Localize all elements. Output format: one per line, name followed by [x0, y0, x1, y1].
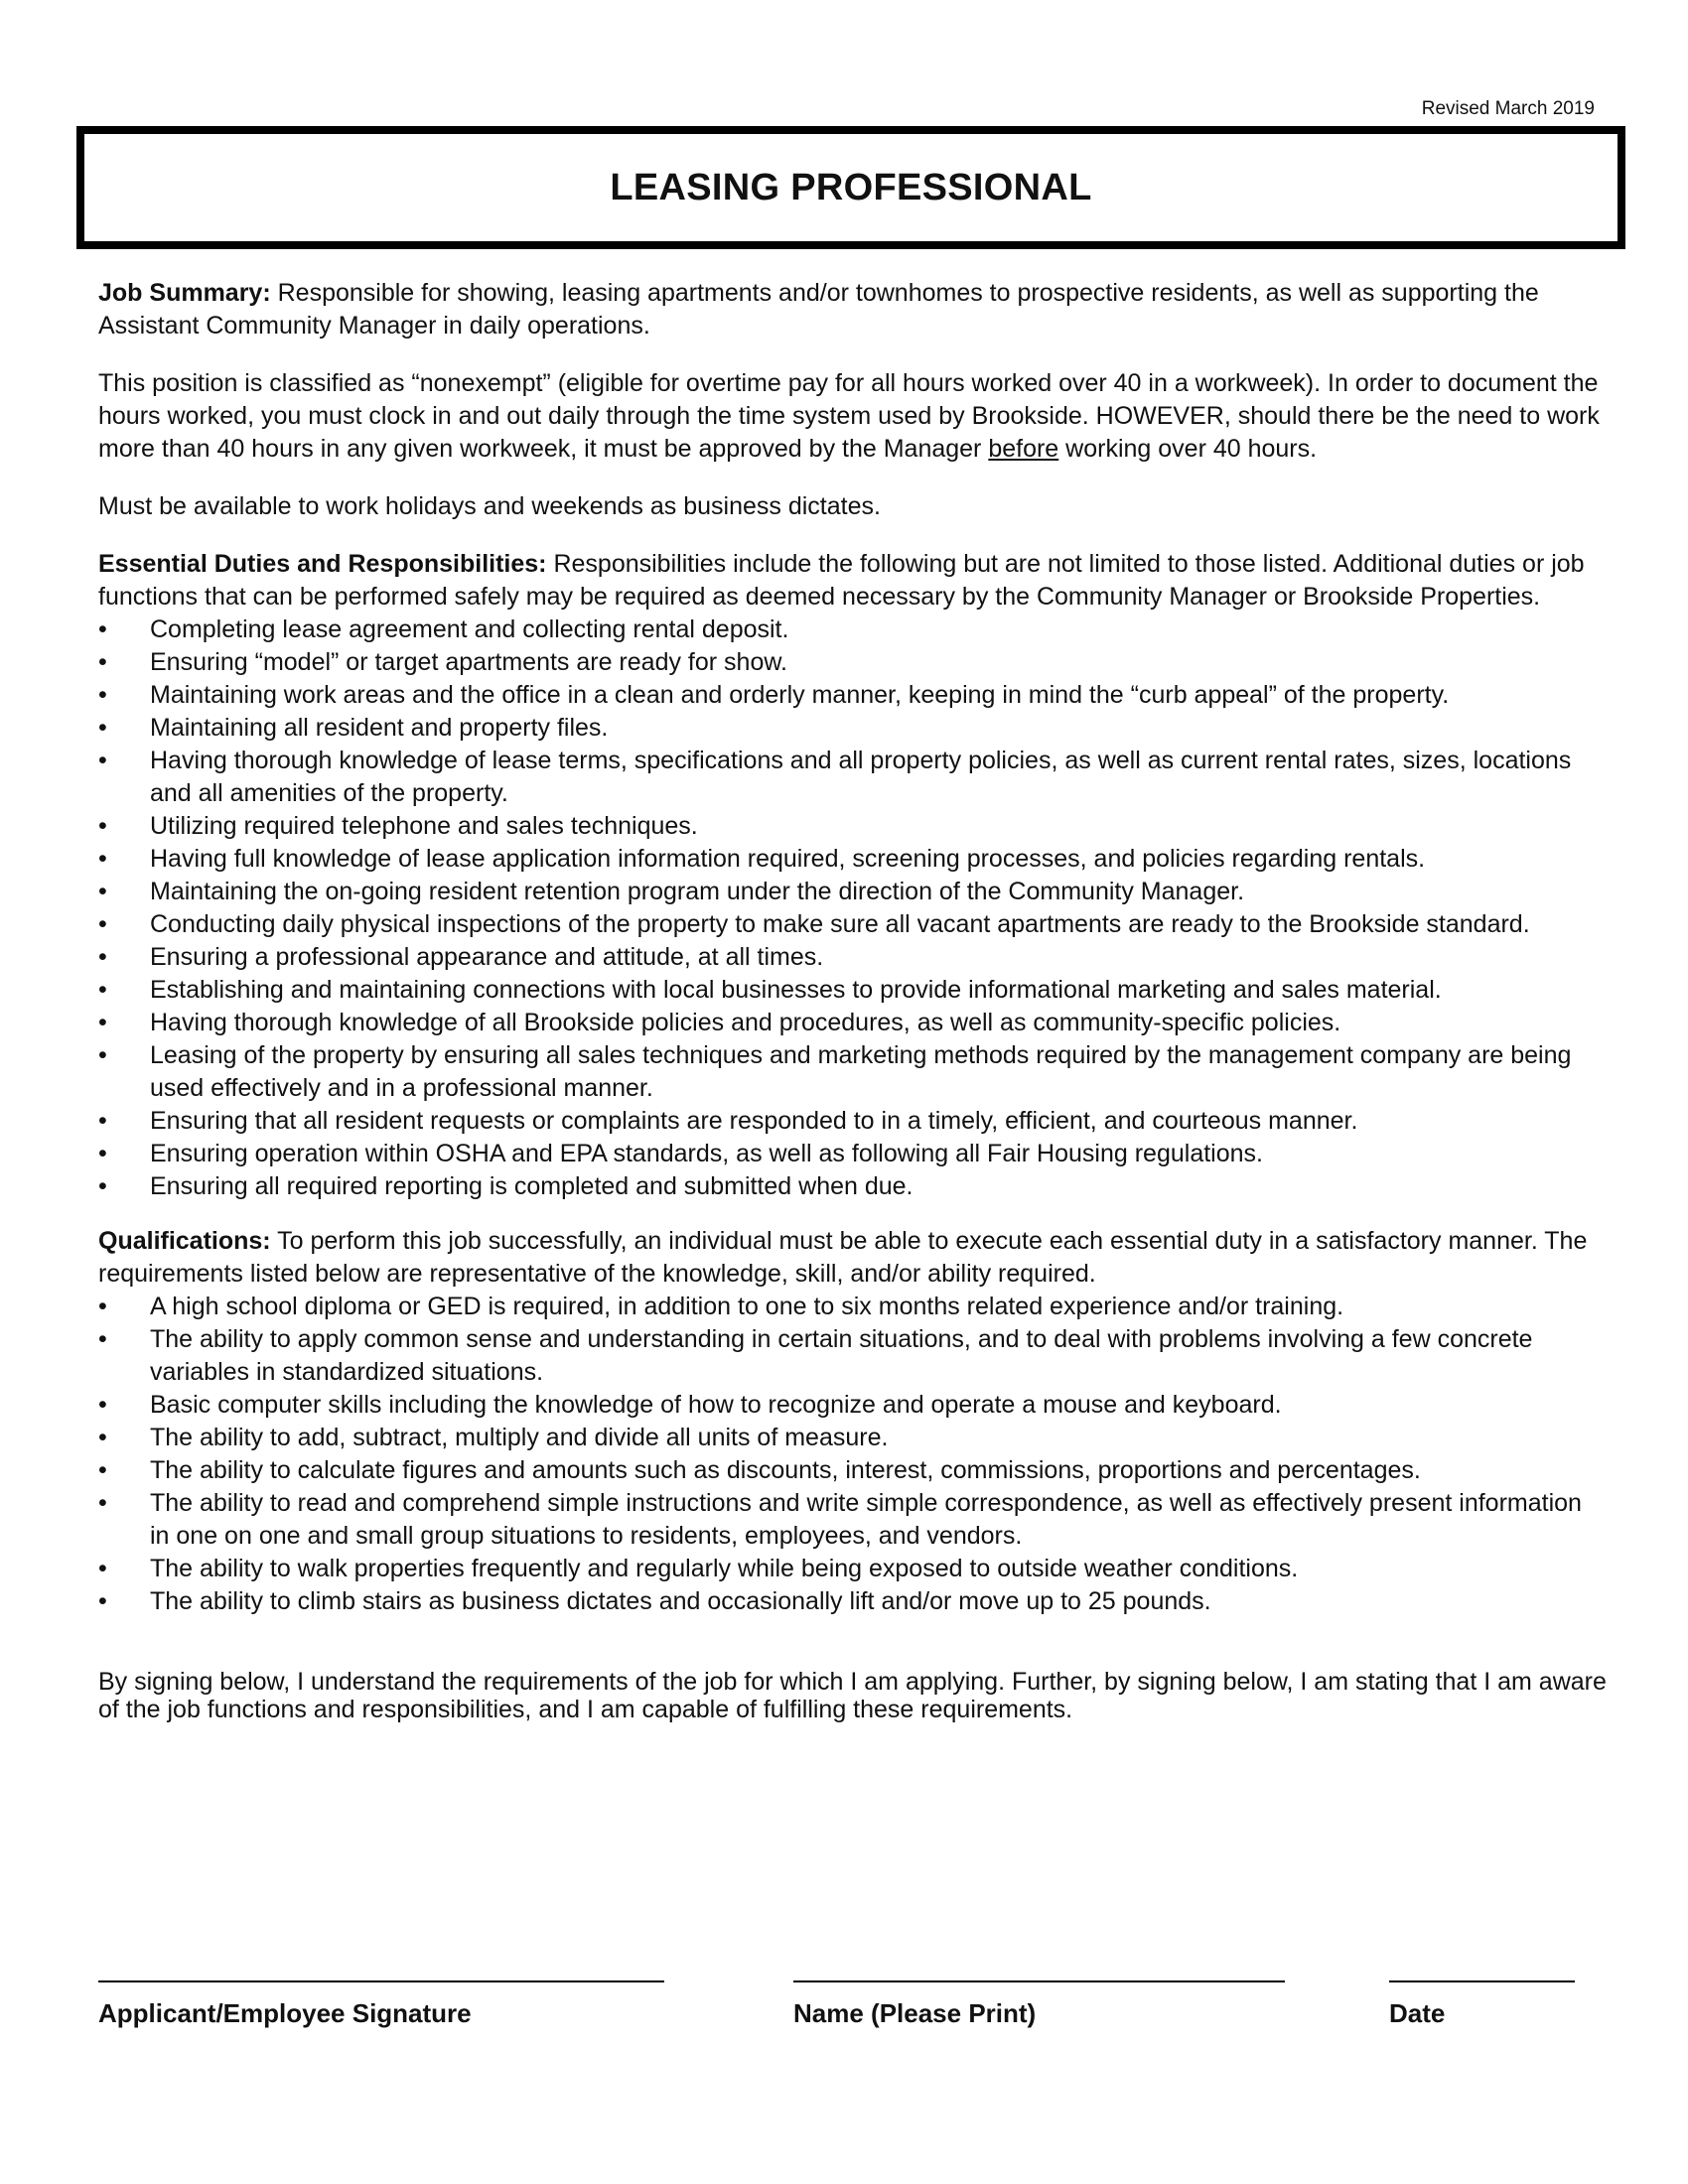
- qualifications-list: [98, 1291, 1608, 1618]
- job-summary-text: Responsible for showing, leasing apartments and/or townhomes to prospective residents, as well as supporting the Assistant Community Manager in daily operations.: [98, 279, 1539, 340]
- date-label: Date: [1389, 1998, 1446, 2028]
- list-item: • The ability to climb stairs as business dictates and occasionally lift and/or move up to 25 pounds.: [98, 1585, 1608, 1618]
- revised-date: Revised March 2019: [1421, 98, 1595, 119]
- duties-list: [98, 614, 1608, 1203]
- classification-text: This position is classified as “nonexempt” (eligible for overtime pay for all hours worked over 40 in a workweek). In order to document the hours worked, you must clock in and out daily through the time system used by Brookside. HOWEVER, should there be the need to work more than 40 hours in any given workweek, it must be approved by the Manager: [98, 369, 1600, 463]
- date-field[interactable]: [1389, 1980, 1575, 2028]
- title-box: [76, 126, 1625, 249]
- list-item: • Ensuring “model” or target apartments are ready for show.: [98, 646, 1608, 679]
- job-summary: [98, 277, 1608, 342]
- list-item: • Maintaining the on-going resident retention program under the direction of the Community Manager.: [98, 876, 1608, 908]
- list-item: • Ensuring a professional appearance and attitude, at all times.: [98, 941, 1608, 974]
- list-item: • Maintaining all resident and property files.: [98, 712, 1608, 745]
- list-item: • Completing lease agreement and collecting rental deposit.: [98, 614, 1608, 646]
- list-item: • The ability to read and comprehend simple instructions and write simple correspondence, as well as effectively present information in one on one and small group situations to residents, employees, and vendors.: [98, 1487, 1608, 1553]
- list-item: • Having thorough knowledge of all Brookside policies and procedures, as well as community-specific policies.: [98, 1007, 1608, 1039]
- name-label: Name (Please Print): [793, 1998, 1037, 2028]
- list-item: • The ability to walk properties frequently and regularly while being exposed to outside weather conditions.: [98, 1553, 1608, 1585]
- qualifications-intro: [98, 1225, 1608, 1291]
- qualifications-text: To perform this job successfully, an individual must be able to execute each essential duty in a satisfactory manner. The requirements listed below are representative of the knowledge, skill, and/or ability required.: [98, 1227, 1588, 1288]
- list-item: • Establishing and maintaining connections with local businesses to provide informational marketing and sales material.: [98, 974, 1608, 1007]
- list-item: • A high school diploma or GED is required, in addition to one to six months related experience and/or training.: [98, 1291, 1608, 1323]
- list-item: • Ensuring operation within OSHA and EPA standards, as well as following all Fair Housing regulations.: [98, 1138, 1608, 1170]
- list-item: • Leasing of the property by ensuring all sales techniques and marketing methods required by the management company are being used effectively and in a professional manner.: [98, 1039, 1608, 1105]
- name-field[interactable]: [793, 1980, 1285, 2028]
- date-line: [1389, 1980, 1575, 1982]
- list-item: • Having thorough knowledge of lease terms, specifications and all property policies, as well as current rental rates, sizes, locations and all amenities of the property.: [98, 745, 1608, 810]
- document-body: [98, 277, 1608, 1723]
- list-item: • Utilizing required telephone and sales techniques.: [98, 810, 1608, 843]
- list-item: • The ability to apply common sense and understanding in certain situations, and to deal with problems involving a few concrete variables in standardized situations.: [98, 1323, 1608, 1389]
- availability-paragraph: Must be available to work holidays and weekends as business dictates.: [98, 492, 881, 520]
- list-item: • Ensuring that all resident requests or complaints are responded to in a timely, efficient, and courteous manner.: [98, 1105, 1608, 1138]
- classification-text-end: working over 40 hours.: [1058, 435, 1318, 463]
- duties-text: Responsibilities include the following but are not limited to those listed. Additional duties or job functions that can be performed safely may be required as deemed necessary by the Community Manager or Brookside Properties.: [98, 550, 1585, 611]
- duties-label: Essential Duties and Responsibilities:: [98, 550, 547, 578]
- list-item: • Ensuring all required reporting is completed and submitted when due.: [98, 1170, 1608, 1203]
- list-item: • The ability to add, subtract, multiply and divide all units of measure.: [98, 1422, 1608, 1454]
- list-item: • Basic computer skills including the knowledge of how to recognize and operate a mouse and keyboard.: [98, 1389, 1608, 1422]
- signature-label: Applicant/Employee Signature: [98, 1998, 472, 2028]
- duties-intro: [98, 548, 1608, 614]
- signature-field[interactable]: [98, 1980, 664, 2028]
- job-summary-label: Job Summary:: [98, 279, 271, 307]
- list-item: • The ability to calculate figures and amounts such as discounts, interest, commissions, proportions and percentages.: [98, 1454, 1608, 1487]
- qualifications-label: Qualifications:: [98, 1227, 271, 1255]
- classification-paragraph: [98, 367, 1608, 466]
- signature-block: [98, 1980, 1608, 2040]
- signature-line: [98, 1980, 664, 1982]
- name-line: [793, 1980, 1285, 1982]
- page-title: LEASING PROFESSIONAL: [610, 166, 1092, 208]
- list-item: • Conducting daily physical inspections of the property to make sure all vacant apartments are ready to the Brookside standard.: [98, 908, 1608, 941]
- classification-underlined: before: [988, 435, 1059, 463]
- acknowledgement-paragraph: By signing below, I understand the requirements of the job for which I am applying. Further, by signing below, I am stating that I am aware of the job functions and responsibilities, and I am capable of fulfilling these requirements.: [98, 1668, 1607, 1723]
- list-item: • Maintaining work areas and the office in a clean and orderly manner, keeping in mind the “curb appeal” of the property.: [98, 679, 1608, 712]
- list-item: • Having full knowledge of lease application information required, screening processes, and policies regarding rentals.: [98, 843, 1608, 876]
